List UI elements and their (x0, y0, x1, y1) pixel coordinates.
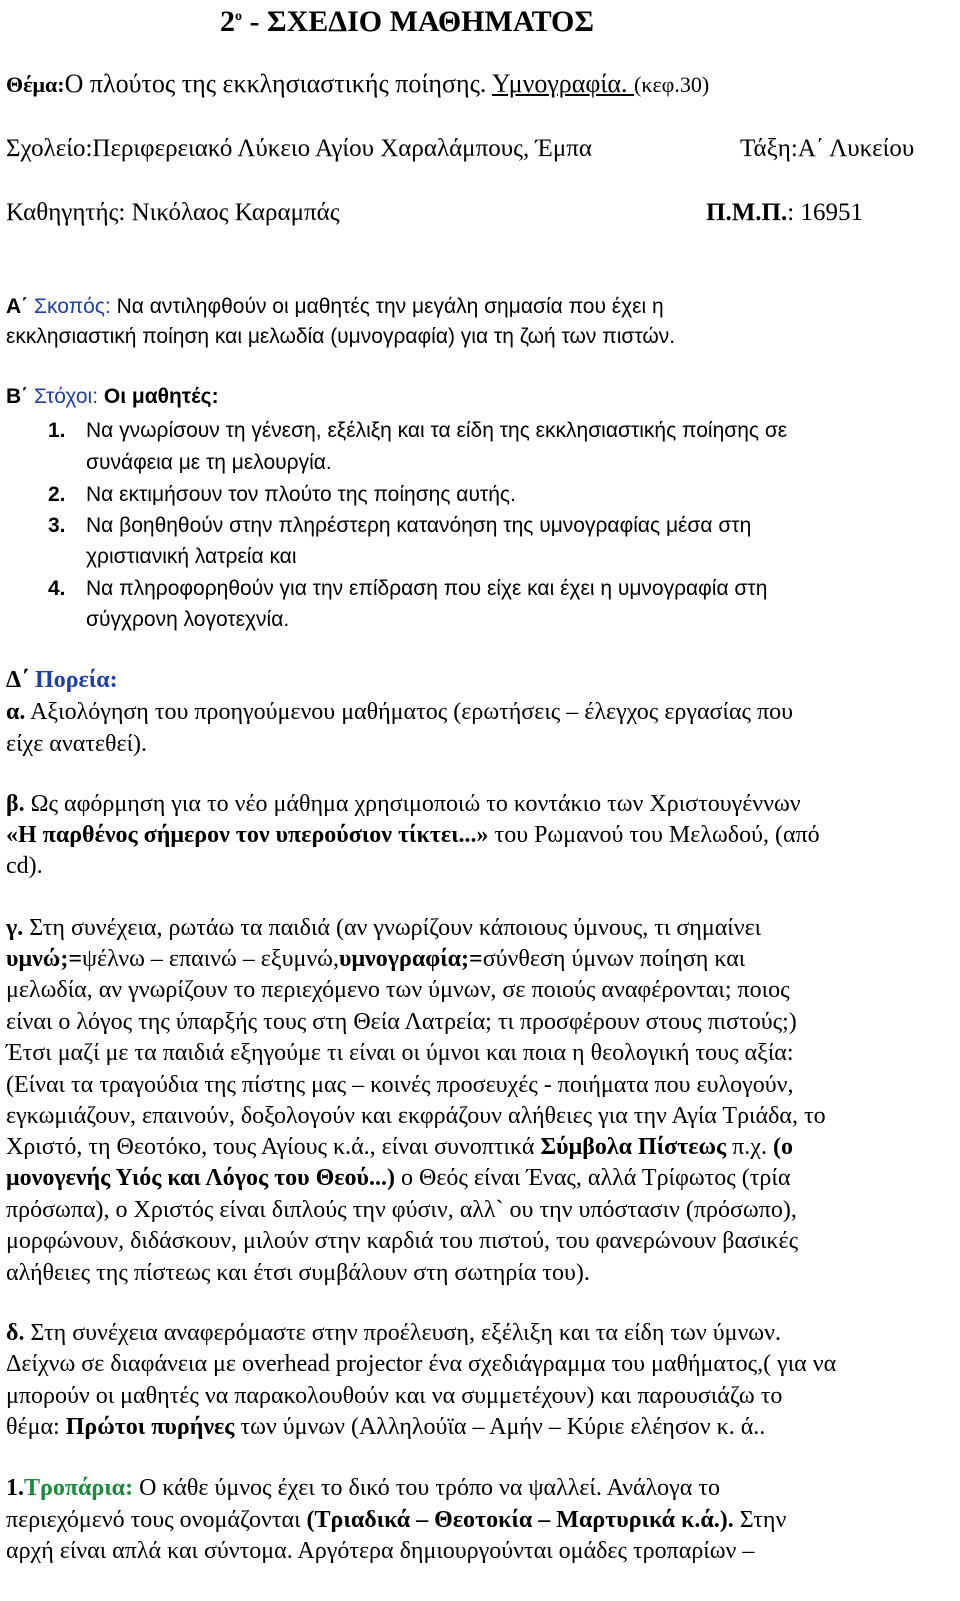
course-d-line-4: θέμα: Πρώτοι πυρήνες των ύμνων (Αλληλούϊα – Αμήν – Κύριε ελέησον κ. ά.. (6, 1414, 766, 1440)
course-c-line-11: μορφώνουν, διδάσκουν, μιλούν στην καρδιά του πιστού, του φανερώνουν βασικές (6, 1228, 799, 1254)
course-c-line-2: υμνώ;=ψέλνω – επαινώ – εξυμνώ,υμνογραφία;=σύνθεση ύμνων ποίηση και (6, 946, 746, 972)
course-d-line-1: δ. Στη συνέχεια αναφερόμαστε στην προέλευση, εξέλιξη και τα είδη των ύμνων. (6, 1320, 781, 1346)
goal-item-4: 4. Να πληροφορηθούν για την επίδραση που είχε και έχει η υμνογραφία στη (48, 577, 768, 600)
purpose-line-1: Α΄ Σκοπός: Να αντιληφθούν οι μαθητές την μεγάλη σημασία που έχει η (6, 295, 664, 318)
course-b-line-2: «Η παρθένος σήμερον τον υπερούσιον τίκτει...» του Ρωμανού του Μελωδού, (από (6, 822, 820, 848)
school-line: Σχολείο:Περιφερειακό Λύκειο Αγίου Χαραλάμπους, Έμπα (6, 135, 592, 162)
troparia-line-3: αρχή είναι απλά και σύντομα. Αργότερα δημιουργούνται ομάδες τροπαρίων – (6, 1538, 755, 1564)
goal-item-1: 1. Να γνωρίσουν τη γένεση, εξέλιξη και τα είδη της εκκλησιαστικής ποίησης σε (48, 419, 788, 442)
theme-line: Θέμα:Ο πλούτος της εκκλησιαστικής ποίησης. Υμνογραφία. (κεφ.30) (6, 69, 710, 98)
class-line: Τάξη:Α΄ Λυκείου (740, 135, 915, 162)
course-b-line-3: cd). (6, 853, 43, 879)
purpose-line-2: εκκλησιαστική ποίηση και μελωδία (υμνογραφία) για τη ζωή των πιστών. (6, 325, 676, 348)
course-c-line-9: μονογενής Υιός και Λόγος του Θεού...) ο Θεός είναι Ένας, αλλά Τρίφωτος (τρία (6, 1165, 791, 1191)
course-c-line-3: μελωδία, αν γνωρίζουν το περιεχόμενο των ύμνων, σε ποιούς αναφέρονται; ποιος (6, 977, 790, 1003)
goal-item-3: 3. Να βοηθηθούν στην πληρέστερη κατανόηση της υμνογραφίας μέσα στη (48, 514, 752, 537)
goal-item-4-cont: σύγχρονη λογοτεχνία. (86, 608, 290, 631)
course-c-line-4: είναι ο λόγος της ύπαρξής τους στη Θεία Λατρεία; τι προσφέρουν στους πιστούς;) (6, 1009, 797, 1035)
course-c-line-1: γ. Στη συνέχεια, ρωτάω τα παιδιά (αν γνωρίζουν κάποιους ύμνους, τι σημαίνει (6, 915, 762, 941)
goal-item-2: 2. Να εκτιμήσουν τον πλούτο της ποίησης αυτής. (48, 483, 516, 506)
course-d-line-2: Δείχνω σε διαφάνεια με overhead projector ένα σχεδιάγραμμα του μαθήματος,( για να (6, 1351, 837, 1377)
course-c-line-6: (Είναι τα τραγούδια της πίστης μας – κοινές προσευχές - ποιήματα που ευλογούν, (6, 1072, 794, 1098)
goal-item-1-cont: συνάφεια με τη μελουργία. (86, 451, 332, 474)
course-c-line-12: αλήθειες της πίστεως και έτσι συμβάλουν στη σωτηρία του). (6, 1260, 590, 1286)
troparia-line-1: 1.Τροπάρια: Ο κάθε ύμνος έχει το δικό του τρόπο να ψαλλεί. Ανάλογα το (6, 1475, 720, 1501)
course-c-line-5: Έτσι μαζί με τα παιδιά εξηγούμε τι είναι οι ύμνοι και ποια η θεολογική τους αξία: (6, 1040, 794, 1066)
goal-item-3-cont: χριστιανική λατρεία και (86, 545, 297, 568)
course-a-line-2: είχε ανατεθεί). (6, 731, 148, 757)
course-c-line-10: πρόσωπα), ο Χριστός είναι διπλούς την φύσιν, αλλ` ου την υπόστασιν (πρόσωπο), (6, 1197, 797, 1223)
troparia-line-2: περιεχόμενό τους ονομάζονται (Τριαδικά – Θεοτοκία – Μαρτυρικά κ.ά.). Στην (6, 1507, 787, 1533)
course-c-line-7: εγκωμιάζουν, επαινούν, δοξολογούν και εκφράζουν αλήθειες για την Αγία Τριάδα, το (6, 1103, 826, 1129)
teacher-line: Καθηγητής: Νικόλαος Καραμπάς (6, 199, 340, 226)
page-title: $2^o$ - ΣΧΕΔΙΟ ΜΑΘΗΜΑΤΟΣ (220, 5, 594, 38)
pmp-line: Π.Μ.Π.: 16951 (706, 199, 863, 226)
course-heading: Δ΄ Πορεία: (6, 667, 118, 693)
course-a-line-1: α. Αξιολόγηση του προηγούμενου μαθήματος (ερωτήσεις – έλεγχος εργασίας που (6, 699, 794, 725)
course-c-line-8: Χριστό, τη Θεοτόκο, τους Αγίους κ.ά., είναι συνοπτικά Σύμβολα Πίστεως π.χ. (ο (6, 1134, 793, 1160)
course-b-line-1: β. Ως αφόρμηση για το νέο μάθημα χρησιμοποιώ το κοντάκιο των Χριστουγέννων (6, 791, 801, 817)
course-d-line-3: μπορούν οι μαθητές να παρακολουθούν και να συμμετέχουν) και παρουσιάζω το (6, 1383, 783, 1409)
goals-heading: Β΄ Στόχοι: Οι μαθητές: (6, 385, 219, 408)
